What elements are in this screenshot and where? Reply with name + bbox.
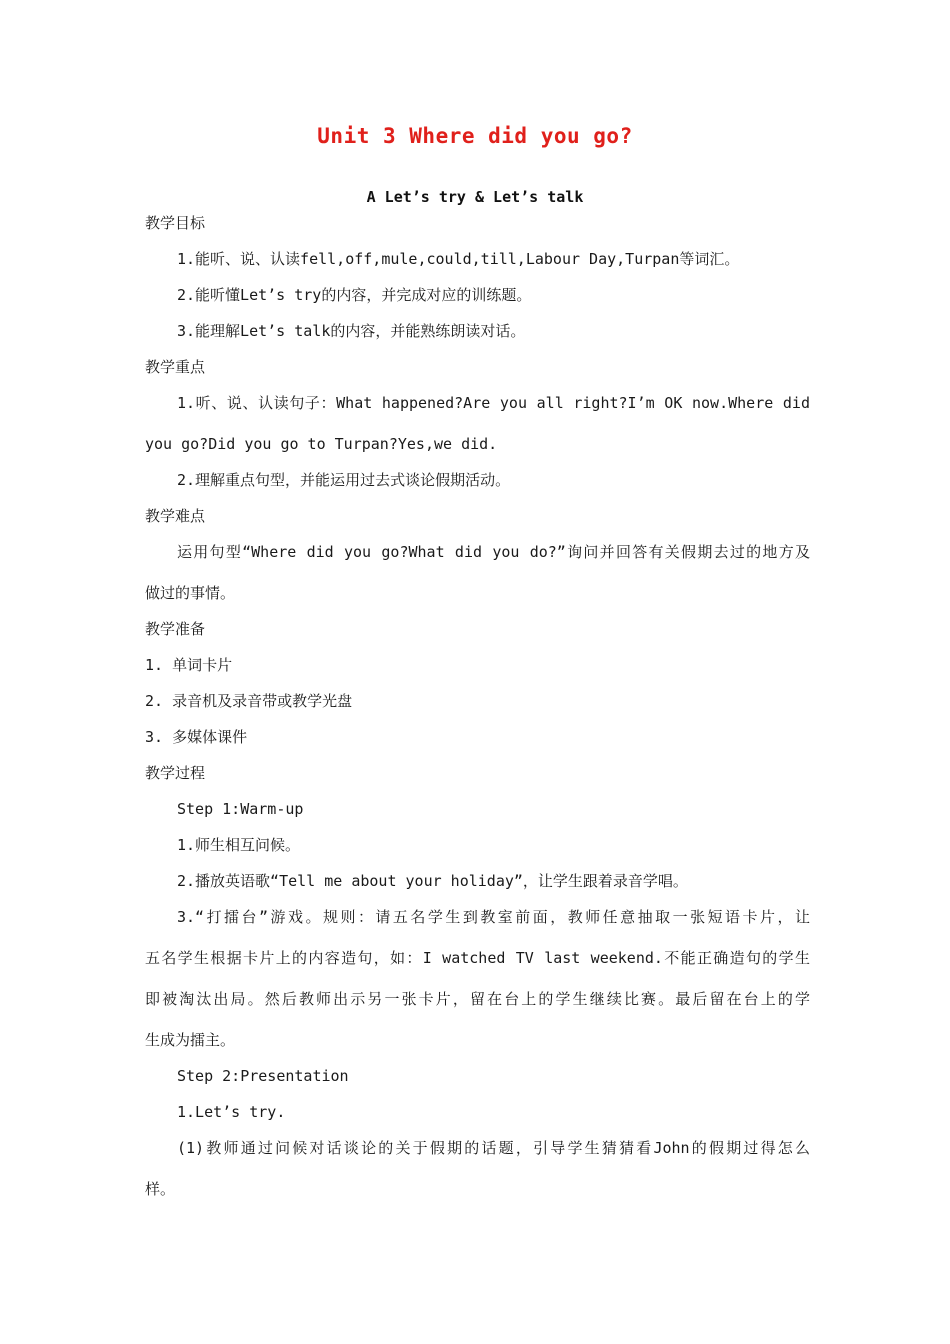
section-heading-key-points: 教学重点: [145, 358, 206, 376]
section-heading-difficulties: 教学难点: [145, 507, 206, 525]
document-title: Unit 3 Where did you go?: [317, 124, 633, 148]
difficulty-text: 运用句型“Where did you go?What did you do?”询问并回答有关假期去过的地方及: [177, 543, 810, 561]
procedure-item-continued: 即被淘汰出局。然后教师出示另一张卡片，留在台上的学生继续比赛。最后留在台上的学: [145, 990, 810, 1008]
objective-item: 3.能理解Let’s talk的内容，并能熟练朗读对话。: [177, 322, 526, 340]
key-point-item-continued: you go?Did you go to Turpan?Yes,we did.: [145, 435, 498, 453]
procedure-item: 2.播放英语歌“Tell me about your holiday”，让学生跟着录音学唱。: [177, 872, 688, 890]
step-heading: Step 2:Presentation: [177, 1067, 349, 1085]
preparation-item: 2. 录音机及录音带或教学光盘: [145, 692, 353, 710]
section-heading-objectives: 教学目标: [145, 214, 206, 232]
procedure-item-continued: 样。: [145, 1180, 176, 1198]
section-heading-preparation: 教学准备: [145, 620, 206, 638]
procedure-item-continued: 生成为擂主。: [145, 1031, 236, 1049]
key-point-item: 1.听、说、认读句子：What happened?Are you all right?I’m OK now.Where did: [177, 394, 810, 412]
preparation-item: 1. 单词卡片: [145, 656, 233, 674]
section-heading-procedure: 教学过程: [145, 764, 206, 782]
procedure-item: 1.师生相互问候。: [177, 836, 301, 854]
document-subtitle: A Let’s try & Let’s talk: [366, 188, 584, 206]
procedure-item: 1.Let’s try.: [177, 1103, 286, 1121]
procedure-item: (1)教师通过问候对话谈论的关于假期的话题，引导学生猜猜看John的假期过得怎么: [177, 1139, 810, 1157]
procedure-item: 3.“打擂台”游戏。规则：请五名学生到教室前面，教师任意抽取一张短语卡片，让: [177, 908, 810, 926]
objective-item: 2.能听懂Let’s try的内容，并完成对应的训练题。: [177, 286, 532, 304]
key-point-item: 2.理解重点句型，并能运用过去式谈论假期活动。: [177, 471, 511, 489]
procedure-item-continued: 五名学生根据卡片上的内容造句，如：I watched TV last weekend.不能正确造句的学生: [145, 949, 810, 967]
difficulty-text-continued: 做过的事情。: [145, 584, 236, 602]
step-heading: Step 1:Warm-up: [177, 800, 304, 818]
objective-item: 1.能听、说、认读fell,off,mule,could,till,Labour Day,Turpan等词汇。: [177, 250, 740, 268]
preparation-item: 3. 多媒体课件: [145, 728, 248, 746]
